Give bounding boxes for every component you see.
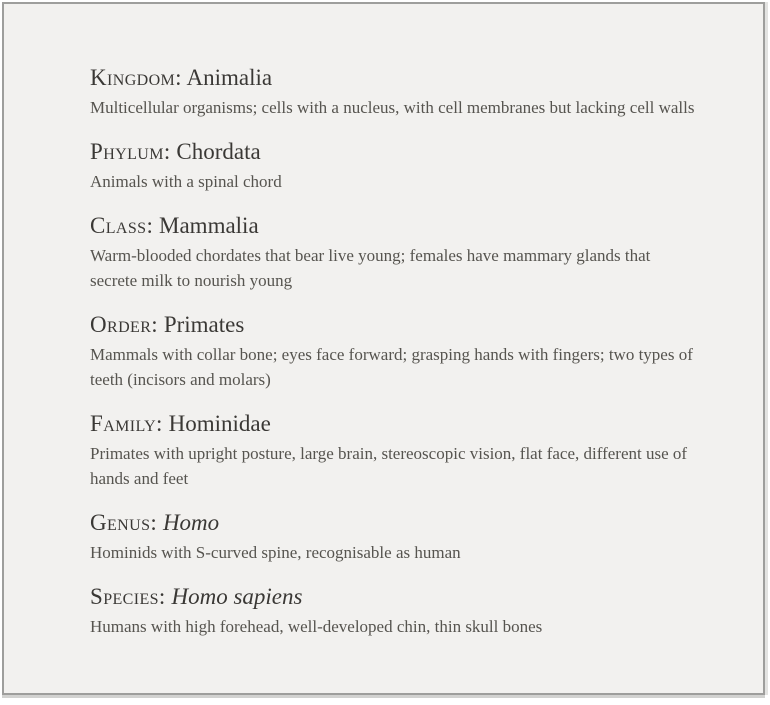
rank-label: Order: xyxy=(90,312,159,337)
section-class xyxy=(90,212,697,293)
section-heading xyxy=(90,138,697,166)
rank-value: Hominidae xyxy=(168,411,271,436)
rank-label: Class: xyxy=(90,213,154,238)
rank-value: Chordata xyxy=(176,139,261,164)
section-heading xyxy=(90,311,697,339)
section-description: Mammals with collar bone; eyes face forward; grasping hands with fingers; two types of teeth (incisors and molars) xyxy=(90,345,693,389)
section-order xyxy=(90,311,697,392)
rank-value: Mammalia xyxy=(159,213,259,238)
section-heading xyxy=(90,583,697,611)
rank-label: Family: xyxy=(90,411,163,436)
section-description: Hominids with S-curved spine, recognisable as human xyxy=(90,543,461,562)
rank-label: Phylum: xyxy=(90,139,171,164)
rank-value: Animalia xyxy=(186,65,273,90)
rank-label: Species: xyxy=(90,584,166,609)
section-description: Warm-blooded chordates that bear live young; females have mammary glands that secrete milk to nourish young xyxy=(90,246,651,290)
section-heading xyxy=(90,212,697,240)
section-description: Humans with high forehead, well-developed chin, thin skull bones xyxy=(90,617,543,636)
rank-value: Homo sapiens xyxy=(171,584,303,609)
section-description: Primates with upright posture, large brain, stereoscopic vision, flat face, different use of hands and feet xyxy=(90,444,688,488)
section-genus xyxy=(90,509,697,565)
rank-value: Homo xyxy=(162,510,220,535)
section-description: Animals with a spinal chord xyxy=(90,172,282,191)
rank-label: Kingdom: xyxy=(90,65,182,90)
section-phylum xyxy=(90,138,697,194)
section-family xyxy=(90,410,697,491)
section-heading xyxy=(90,509,697,537)
section-kingdom xyxy=(90,64,697,120)
section-heading xyxy=(90,410,697,438)
section-description: Multicellular organisms; cells with a nucleus, with cell membranes but lacking cell walls xyxy=(90,98,695,117)
rank-label: Genus: xyxy=(90,510,158,535)
section-species xyxy=(90,583,697,639)
section-heading xyxy=(90,64,697,92)
classification-panel xyxy=(2,2,765,695)
rank-value: Primates xyxy=(163,312,245,337)
